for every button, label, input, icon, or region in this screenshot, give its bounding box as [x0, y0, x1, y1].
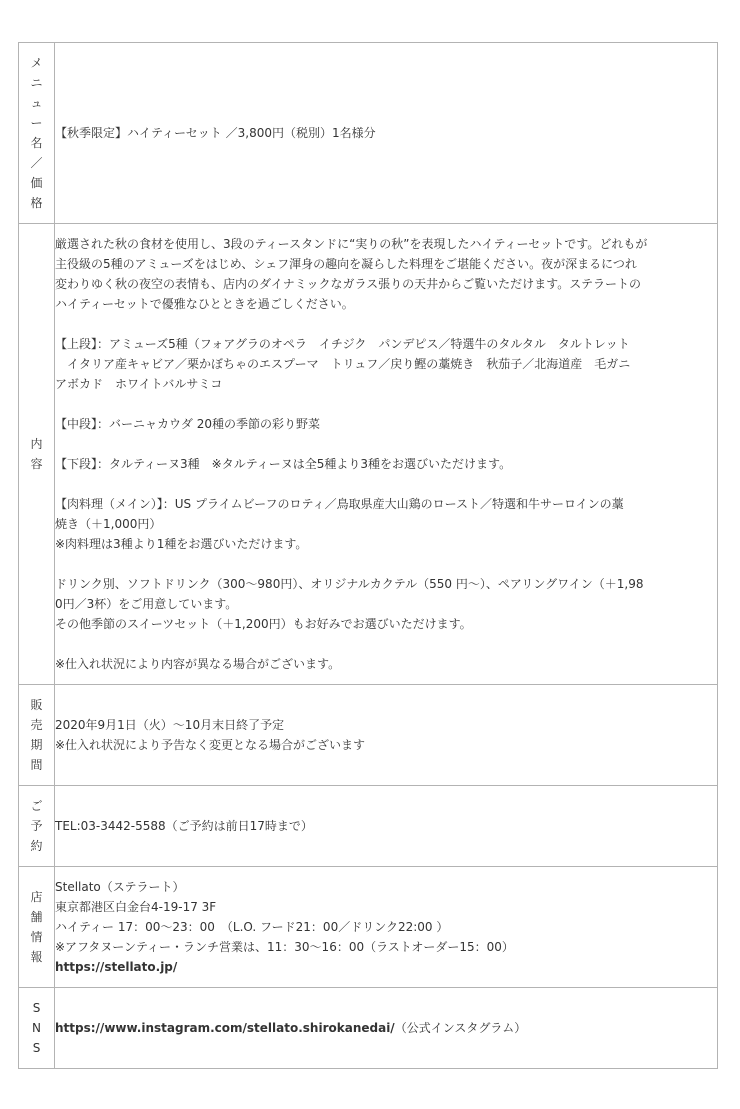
- info-table: [18, 42, 718, 1069]
- store-label: 店 舗 情 報: [19, 867, 55, 988]
- intro-line: 主役級の5種のアミューズをはじめ、シェフ渾身の趣向を凝らした料理をご堪能ください。夜が深まるにつれ: [55, 257, 637, 271]
- upper-tier-line: イタリア産キャビア／栗かぼちゃのエスプーマ トリュフ／戻り鰹の藁焼き 秋茄子／北海道産 毛ガニ: [55, 357, 631, 371]
- content-row: [19, 224, 718, 685]
- reservation-phone: TEL:03-3442-5588（ご予約は前日17時まで）: [55, 819, 313, 833]
- sweets-line: その他季節のスイーツセット（＋1,200円）もお好みでお選びいただけます。: [55, 617, 472, 631]
- drinks-line: 0円／3杯）をご用意しています。: [55, 597, 238, 611]
- period-note: ※仕入れ状況により予告なく変更となる場合がございます: [55, 738, 366, 752]
- menu-value: [55, 43, 718, 224]
- menu-label: メ ニ ュ ー 名 ／ 価 格: [19, 43, 55, 224]
- period-value: [55, 685, 718, 786]
- store-row: [19, 867, 718, 988]
- drinks-line: ドリンク別、ソフトドリンク（300〜980円）、オリジナルカクテル（550 円〜）、ペアリングワイン（＋1,98: [55, 577, 644, 591]
- store-address: 東京都港区白金台4-19-17 3F: [55, 900, 217, 914]
- store-hours: ハイティー 17：00〜23：00 （L.O. フード21：00／ドリンク22:00 ）: [55, 920, 449, 934]
- main-dish-line: 【肉料理（メイン）】：US プライムビーフのロティ／鳥取県産大山鶏のロースト／特選和牛サーロインの藁: [55, 497, 624, 511]
- menu-row: [19, 43, 718, 224]
- period-label: 販 売 期 間: [19, 685, 55, 786]
- main-dish-note: ※肉料理は3種より1種をお選びいただけます。: [55, 537, 308, 551]
- store-name: Stellato（ステラート）: [55, 880, 185, 894]
- instagram-link[interactable]: https://www.instagram.com/stellato.shirokanedai/: [55, 1021, 395, 1035]
- reserve-row: [19, 786, 718, 867]
- reserve-label: ご 予 約: [19, 786, 55, 867]
- upper-tier-line: 【上段】：アミューズ5種（フォアグラのオペラ イチジク パンデピス／特選牛のタルタル タルトレット: [55, 337, 630, 351]
- content-note: ※仕入れ状況により内容が異なる場合がございます。: [55, 657, 341, 671]
- lower-tier-line: 【下段】：タルティーヌ3種 ※タルティーヌは全5種より3種をお選びいただけます。: [55, 457, 512, 471]
- instagram-caption: （公式インスタグラム）: [394, 1021, 527, 1035]
- store-value: [55, 867, 718, 988]
- content-value: [55, 224, 718, 685]
- content-label: 内 容: [19, 224, 55, 685]
- intro-line: ハイティーセットで優雅なひとときを過ごしください。: [55, 297, 354, 311]
- store-lunch-hours: ※アフタヌーンティー・ランチ営業は、11：30〜16：00（ラストオーダー15：00）: [55, 940, 514, 954]
- reserve-value: [55, 786, 718, 867]
- main-dish-line: 焼き（＋1,000円）: [55, 517, 162, 531]
- upper-tier-line: アボカド ホワイトバルサミコ: [55, 377, 223, 391]
- intro-line: 変わりゆく秋の夜空の表情も、店内のダイナミックなガラス張りの天井からご覧いただけます。ステラートの: [55, 277, 641, 291]
- sns-row: [19, 988, 718, 1069]
- sns-label: S N S: [19, 988, 55, 1069]
- menu-name-price: 【秋季限定】ハイティーセット ／3,800円（税別）1名様分: [55, 126, 376, 140]
- sns-value: [55, 988, 718, 1069]
- period-dates: 2020年9月1日（火）〜10月末日終了予定: [55, 718, 285, 732]
- intro-line: 厳選された秋の食材を使用し、3段のティースタンドに“実りの秋”を表現したハイティーセットです。どれもが: [55, 237, 648, 251]
- store-website-link[interactable]: https://stellato.jp/: [55, 960, 178, 974]
- period-row: [19, 685, 718, 786]
- middle-tier-line: 【中段】：バーニャカウダ 20種の季節の彩り野菜: [55, 417, 320, 431]
